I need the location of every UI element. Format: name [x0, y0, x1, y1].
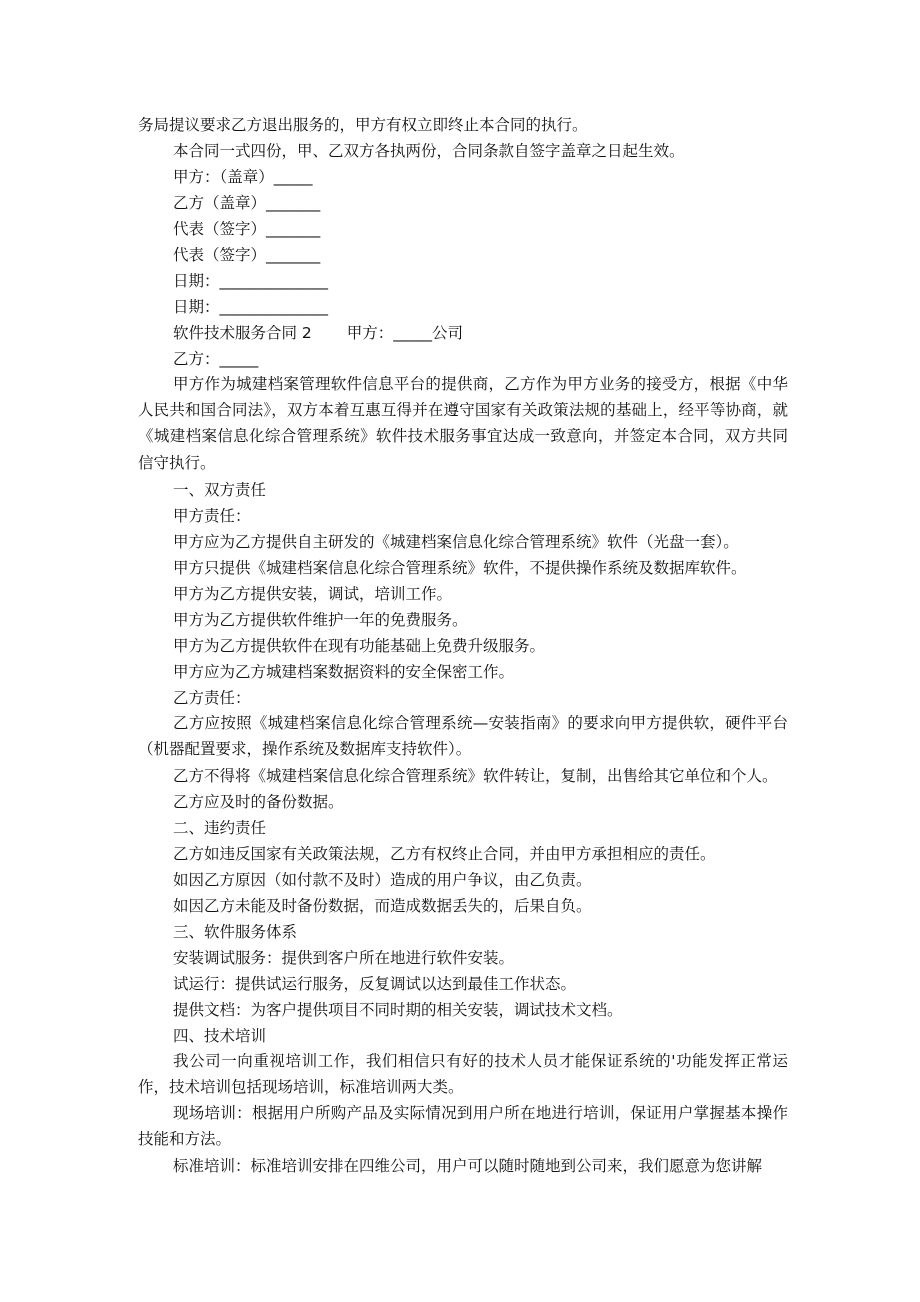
text-line: 安装调试服务：提供到客户所在地进行软件安装。: [173, 949, 515, 967]
text-line: 甲方应为乙方城建档案数据资料的安全保密工作。: [173, 663, 515, 681]
section-heading: 二、违约责任: [173, 819, 267, 837]
text-line: 如因乙方原因（如付款不及时）造成的用户争议，由乙负责。: [173, 871, 592, 889]
date-line: 日期：______________: [173, 272, 329, 290]
contract-title: 软件技术服务合同 2: [173, 324, 312, 342]
text-line: 甲方为乙方提供安装，调试，培训工作。: [173, 585, 453, 603]
text-line: 甲方只提供《城建档案信息化综合管理系统》软件，不提供操作系统及数据库软件。: [173, 559, 747, 577]
text-line: 甲方为乙方提供软件在现有功能基础上免费升级服务。: [173, 637, 546, 655]
paragraph-intro: 甲方作为城建档案管理软件信息平台的提供商，乙方作为甲方业务的接受方，根据《中华人民共和国合同法》，双方本着互惠互得并在遵守国家有关政策法规的基础上，经平等协商，就《城建档案信息化综合管理系统》软件技术服务事宜达成一致意向，并签定本合同，双方共同信守执行。: [138, 375, 788, 472]
party-a-line: 甲方：_____公司: [346, 324, 464, 342]
date-line: 日期：______________: [173, 298, 329, 316]
signature-line: 乙方（盖章）_______: [173, 194, 321, 212]
text-line: 乙方不得将《城建档案信息化综合管理系统》软件转让，复制，出售给其它单位和个人。: [173, 767, 778, 785]
signature-line: 代表（签字）_______: [173, 246, 321, 264]
section-heading: 三、软件服务体系: [173, 923, 298, 941]
paragraph: 现场培训：根据用户所购产品及实际情况到用户所在地进行培训，保证用户掌握基本操作技能和方法。: [138, 1104, 788, 1149]
text-line: 如因乙方未能及时备份数据，而造成数据丢失的，后果自负。: [173, 897, 592, 915]
text-line: 务局提议要求乙方退出服务的，甲方有权立即终止本合同的执行。: [138, 116, 588, 134]
text-line: 甲方为乙方提供软件维护一年的免费服务。: [173, 611, 468, 629]
text-line: 乙方应及时的备份数据。: [173, 793, 344, 811]
subheading: 乙方责任：: [173, 689, 251, 707]
signature-line: 代表（签字）_______: [173, 220, 321, 238]
section-heading: 一、双方责任: [173, 481, 267, 499]
section-heading: 四、技术培训: [173, 1027, 267, 1045]
contract-title-line: [173, 322, 463, 344]
paragraph: 乙方应按照《城建档案信息化综合管理系统—安装指南》的要求向甲方提供软，硬件平台（机器配置要求，操作系统及数据库支持软件）。: [138, 714, 788, 759]
text-line: 试运行：提供试运行服务，反复调试以达到最佳工作状态。: [173, 975, 577, 993]
text-line: 甲方应为乙方提供自主研发的《城建档案信息化综合管理系统》软件（光盘一套）。: [173, 533, 739, 551]
text-line: 标准培训：标准培训安排在四维公司，用户可以随时随地到公司来，我们愿意为您讲解: [173, 1157, 763, 1175]
paragraph: 我公司一向重视培训工作，我们相信只有好的技术人员才能保证系统的'功能发挥正常运作，技术培训包括现场培训，标准培训两大类。: [138, 1052, 788, 1097]
text-line: 本合同一式四份，甲、乙双方各执两份，合同条款自签字盖章之日起生效。: [173, 142, 685, 160]
text-line: 提供文档：为客户提供项目不同时期的相关安装，调试技术文档。: [173, 1001, 623, 1019]
signature-line: 甲方：（盖章）_____: [173, 168, 313, 186]
subheading: 甲方责任：: [173, 507, 251, 525]
party-b-line: 乙方：_____: [173, 350, 259, 368]
text-line: 乙方如违反国家有关政策法规，乙方有权终止合同，并由甲方承担相应的责任。: [173, 845, 716, 863]
